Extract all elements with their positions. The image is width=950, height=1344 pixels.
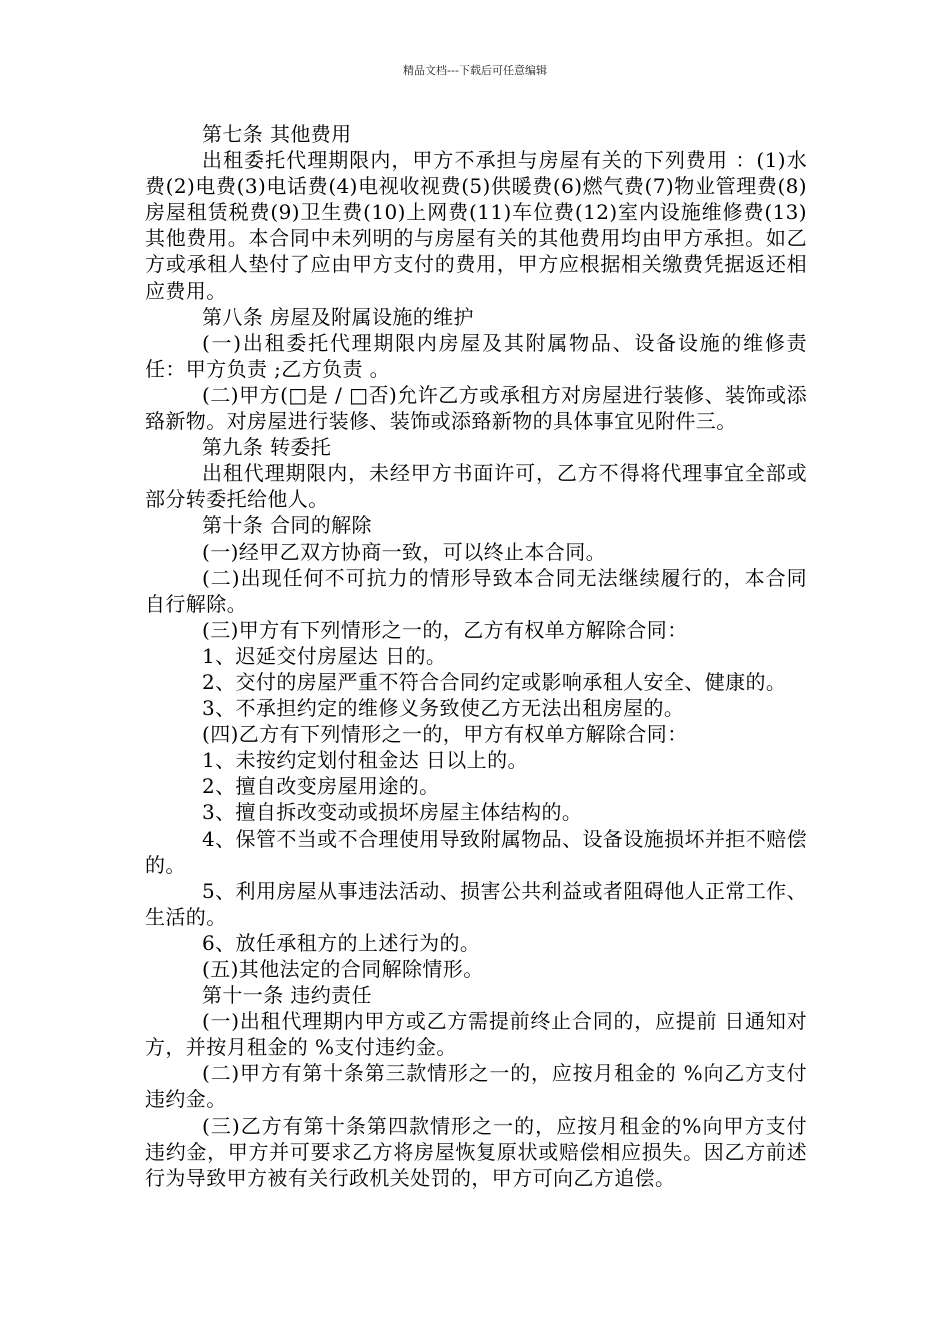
document-body	[145, 121, 807, 1191]
article-8-clause-2: (二)甲方(□是 / □否)允许乙方或承租方对房屋进行装修、装饰或添臵新物。对房屋进行装修、装饰或添臵新物的具体事宜见附件三。	[145, 382, 807, 434]
clause-4-item-3: 3、擅自拆改变动或损坏房屋主体结构的。	[202, 800, 583, 825]
article-9-paragraph: 出租代理期限内，未经甲方书面许可，乙方不得将代理事宜全部或部分转委托给他人。	[145, 461, 807, 512]
article-11-heading: 第十一条 违约责任	[202, 983, 372, 1008]
article-10-heading: 第十条 合同的解除	[202, 513, 372, 538]
clause-4-item-5: 5、利用房屋从事违法活动、损害公共利益或者阻碍他人正常工作、生活的。	[145, 878, 807, 929]
article-11-clause-1: (一)出租代理期内甲方或乙方需提前终止合同的，应提前 日通知对方，并按月租金的 %支付违约金。	[145, 1009, 807, 1060]
clause-3-item-3: 3、不承担约定的维修义务致使乙方无法出租房屋的。	[202, 696, 685, 721]
article-7-paragraph: 出租委托代理期限内，甲方不承担与房屋有关的下列费用 ：(1)水费(2)电费(3)电话费(4)电视收视费(5)供暖费(6)燃气费(7)物业管理费(8)房屋租赁税费(9)卫生费(10)上网费(11)车位费(12)室内设施维修费(13)其他费用。本合同中未列明的与房屋有关的其他费用均由甲方承担。如乙方或承租人垫付了应由甲方支付的费用，甲方应根据相关缴费凭据返还相应费用。	[145, 148, 807, 303]
article-10-clause-4: (四)乙方有下列情形之一的，甲方有权单方解除合同：	[202, 722, 688, 747]
article-7-heading: 第七条 其他费用	[202, 122, 352, 146]
article-10-clause-1: (一)经甲乙双方协商一致，可以终止本合同。	[202, 539, 607, 564]
clause-4-item-4: 4、保管不当或不合理使用导致附属物品、设备设施损坏并拒不赔偿的。	[145, 826, 807, 877]
article-11-clause-2: (二)甲方有第十条第三款情形之一的，应按月租金的 %向乙方支付违约金。	[145, 1061, 807, 1112]
article-10-clause-5: (五)其他法定的合同解除情形。	[202, 957, 484, 981]
clause-4-item-6: 6、放任承租方的上述行为的。	[202, 930, 481, 955]
clause-4-item-1: 1、未按约定划付租金达 日以上的。	[202, 748, 528, 773]
article-8-heading: 第八条 房屋及附属设施的维护	[202, 304, 474, 329]
article-10-clause-3: (三)甲方有下列情形之一的，乙方有权单方解除合同：	[202, 617, 688, 642]
article-9-heading: 第九条 转委托	[202, 435, 332, 460]
article-11-clause-3: (三)乙方有第十条第四款情形之一的，应按月租金的%向甲方支付违约金，甲方并可要求乙方将房屋恢复原状或赔偿相应损失。因乙方前述行为导致甲方被有关行政机关处罚的，甲方可向乙方追偿。	[145, 1113, 807, 1190]
clause-3-item-1: 1、迟延交付房屋达 日的。	[202, 643, 447, 668]
clause-3-item-2: 2、交付的房屋严重不符合合同约定或影响承租人安全、健康的。	[202, 669, 787, 694]
clause-4-item-2: 2、擅自改变房屋用途的。	[202, 774, 440, 799]
article-8-clause-1: (一)出租委托代理期限内房屋及其附属物品、设备设施的维修责任：甲方负责 ;乙方负责 。	[145, 330, 807, 381]
article-10-clause-2: (二)出现任何不可抗力的情形导致本合同无法继续履行的，本合同自行解除。	[145, 565, 807, 616]
page-header: 精品文档---下载后可任意编辑	[403, 64, 547, 77]
